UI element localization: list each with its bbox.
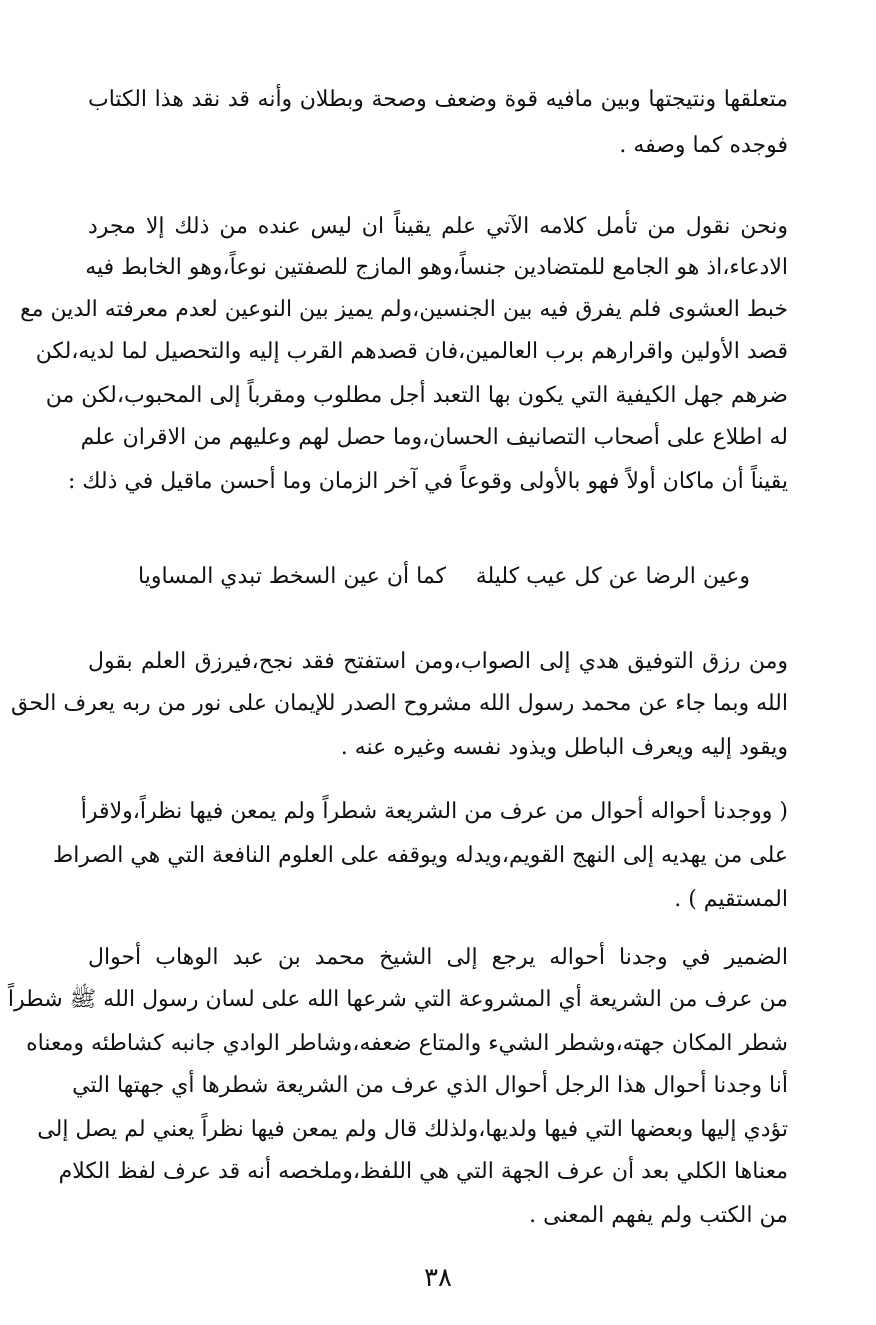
text-line: خبط العشوى فلم يفرق فيه بين الجنسين،ولم يميز بين النوعين لعدم معرفته الدين مع [20, 297, 788, 322]
text-line: له اطلاع على أصحاب التصانيف الحسان،وما حصل لهم وعليهم من الاقران علم [80, 425, 788, 450]
text-line: ويقود إليه ويعرف الباطل ويذود نفسه وغيره عنه . [340, 735, 788, 760]
quoted-text-line: على من يهديه إلى النهج القويم،ويدله ويوقفه على العلوم النافعة التي هي الصراط [52, 843, 788, 868]
text-line: الضمير في وجدنا أحواله يرجع إلى الشيخ محمد بن عبد الوهاب أحوال [88, 945, 788, 970]
text-line: ضرهم جهل الكيفية التي يكون بها التعبد أجل مطلوب ومقرباً إلى المحبوب،لكن من [45, 383, 788, 408]
text-line: فوجده كما وصفه . [619, 133, 788, 158]
text-line: من الكتب ولم يفهم المعنى . [529, 1203, 788, 1228]
verse-second-half: كما أن عين السخط تبدي المساويا [138, 564, 447, 589]
text-line: يقيناً أن ماكان أولاً فهو بالأولى وقوعاً في آخر الزمان وما أحسن ماقيل في ذلك : [67, 469, 788, 494]
text-line: الادعاء،اذ هو الجامع للمتضادين جنساً،وهو المازج للصفتين نوعاً،وهو الخابط فيه [85, 255, 788, 280]
text-line: ونحن نقول من تأمل كلامه الآتي علم يقيناً ان ليس عنده من ذلك إلا مجرد [88, 214, 788, 239]
quoted-text-line: ( ووجدنا أحواله أحوال من عرف من الشريعة شطراً ولم يمعن فيها نظراً،ولاقرأ [80, 799, 788, 824]
text-line: شطر المكان جهته،وشطر الشيء والمتاع ضعفه،وشاطر الوادي جانبه كشاطئه ومعناه [26, 1031, 788, 1056]
text-line: الله وبما جاء عن محمد رسول الله مشروح الصدر للإيمان على نور من ربه يعرف الحق [11, 691, 788, 716]
text-line: ومن رزق التوفيق هدي إلى الصواب،ومن استفتح فقد نجح،فيرزق العلم بقول [88, 649, 788, 674]
page-number: ٣٨ [424, 1263, 452, 1293]
verse-first-half: وعين الرضا عن كل عيب كليلة [475, 564, 750, 589]
text-line: أنا وجدنا أحوال هذا الرجل أحوال الذي عرف من الشريعة شطرها أي جهتها التي [72, 1073, 788, 1098]
text-line: معناها الكلي بعد أن عرف الجهة التي هي اللفظ،وملخصه أنه قد عرف لفظ الكلام [58, 1159, 788, 1184]
text-line: قصد الأولين واقرارهم برب العالمين،فان قصدهم القرب إليه والتحصيل لما لديه،لكن [35, 339, 788, 364]
text-line: متعلقها ونتيجتها وبين مافيه قوة وضعف وصحة وبطلان وأنه قد نقد هذا الكتاب [88, 87, 788, 112]
quoted-text-line: المستقيم ) . [674, 887, 788, 912]
text-line: تؤدي إليها وبعضها التي فيها ولديها،ولذلك قال ولم يمعن فيها نظراً يعني لم يصل إلى [37, 1117, 788, 1142]
text-line: من عرف من الشريعة أي المشروعة التي شرعها الله على لسان رسول الله ﷺ شطراً [7, 987, 788, 1012]
